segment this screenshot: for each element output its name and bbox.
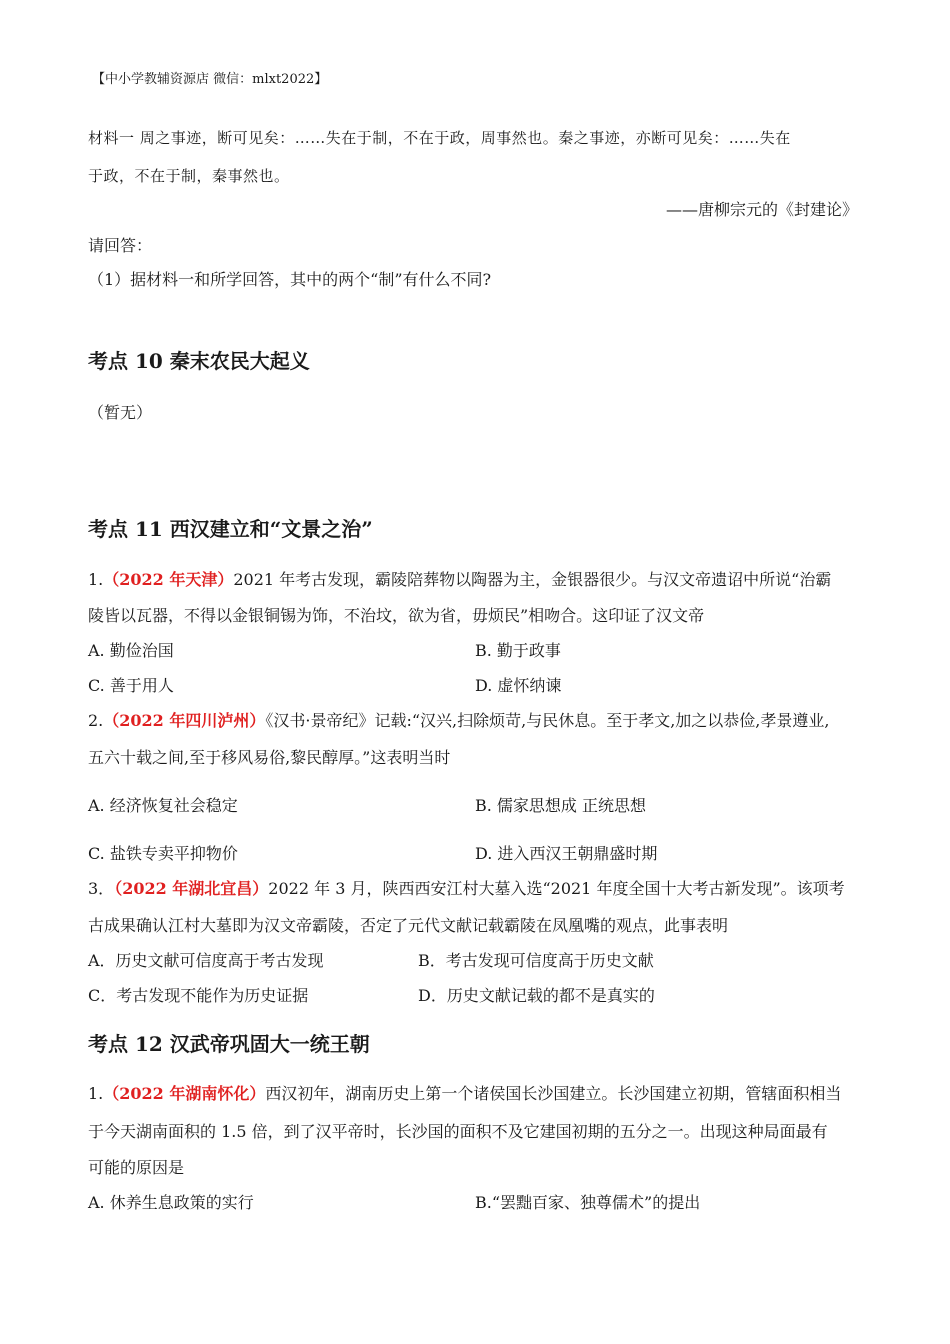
watermark: 【中小学教辅资源店 微信：mlxt2022】 (92, 72, 328, 87)
s11-q1-option-c: C. 善于用人 (88, 676, 174, 695)
section-12-title: 考点 12 汉武帝巩固大一统王朝 (88, 1032, 370, 1056)
section-10-title: 考点 10 秦末农民大起义 (88, 349, 310, 373)
question-number: 1. (88, 570, 104, 589)
s11-q3-option-c: C．考古发现不能作为历史证据 (88, 986, 309, 1005)
material-line-2: 于政，不在于制，秦事然也。 (88, 167, 290, 185)
s12-q1-line1 (88, 1084, 841, 1104)
s11-q2-option-c: C. 盐铁专卖平抑物价 (88, 844, 238, 863)
question-text: 2021 年考古发现，霸陵陪葬物以陶器为主，金银器很少。与汉文帝遗诏中所说“治霸 (233, 570, 832, 589)
s12-q1-line3: 可能的原因是 (88, 1158, 185, 1177)
s11-q3-line2: 古成果确认江村大墓即为汉文帝霸陵，否定了元代文献记载霸陵在凤凰嘴的观点，此事表明 (88, 916, 729, 935)
question-number: 3． (88, 879, 115, 898)
material-line-1: 材料一 周之事迹，断可见矣：……失在于制，不在于政，周事然也。秦之事迹，亦断可见矣：……失在 (88, 129, 791, 147)
material-source: ——唐柳宗元的《封建论》 (665, 200, 858, 219)
question-text: 西汉初年，湖南历史上第一个诸侯国长沙国建立。长沙国建立初期，管辖面积相当 (265, 1084, 842, 1103)
s11-q2-option-a: A. 经济恢复社会稳定 (88, 796, 238, 815)
section-11-title: 考点 11 西汉建立和“文景之治” (88, 517, 373, 541)
s11-q1-option-d: D. 虚怀纳谏 (475, 676, 562, 695)
s11-q1-option-b: B. 勤于政事 (475, 641, 561, 660)
question-text: 《汉书·景帝纪》记载:“汉兴,扫除烦苛,与民休息。至于孝文,加之以恭俭,孝景遵业, (265, 711, 830, 730)
question-number: 2. (88, 711, 104, 730)
source-tag: （2022 年四川泸州） (103, 711, 266, 730)
s11-q2-option-d: D. 进入西汉王朝鼎盛时期 (475, 844, 658, 863)
s11-q1-option-a: A. 勤俭治国 (88, 641, 174, 660)
source-tag: （2022 年天津） (103, 570, 234, 589)
question-text: 2022 年 3 月，陕西西安江村大墓入选“2021 年度全国十大考古新发现”。该项考 (268, 879, 845, 898)
s11-q1-line1 (88, 570, 831, 590)
question-number: 1. (88, 1084, 104, 1103)
answer-prompt: 请回答： (88, 236, 153, 255)
source-tag: （2022 年湖南怀化） (103, 1084, 266, 1103)
s11-q2-line2: 五六十载之间,至于移风易俗,黎民醇厚。”这表明当时 (88, 748, 451, 767)
s11-q3-option-d: D．历史文献记载的都不是真实的 (418, 986, 655, 1005)
s11-q3-option-b: B．考古发现可信度高于历史文献 (418, 951, 654, 970)
source-tag: （2022 年湖北宜昌） (114, 879, 269, 898)
s11-q3-option-a: A．历史文献可信度高于考古发现 (88, 951, 324, 970)
s11-q3-line1 (88, 879, 845, 899)
question-1: （1）据材料一和所学回答，其中的两个“制”有什么不同? (88, 270, 492, 289)
s12-q1-option-b: B.“罢黜百家、独尊儒术”的提出 (475, 1193, 701, 1212)
s11-q2-line1 (88, 711, 829, 731)
section-10-note: （暂无） (88, 403, 153, 422)
s11-q1-line2: 陵皆以瓦器，不得以金银铜锡为饰，不治坟，欲为省，毋烦民”相吻合。这印证了汉文帝 (88, 606, 705, 625)
s12-q1-line2: 于今天湖南面积的 1.5 倍，到了汉平帝时，长沙国的面积不及它建国初期的五分之一。出现这种局面最有 (88, 1122, 828, 1141)
s12-q1-option-a: A. 休养生息政策的实行 (88, 1193, 254, 1212)
s11-q2-option-b: B. 儒家思想成 正统思想 (475, 796, 647, 815)
